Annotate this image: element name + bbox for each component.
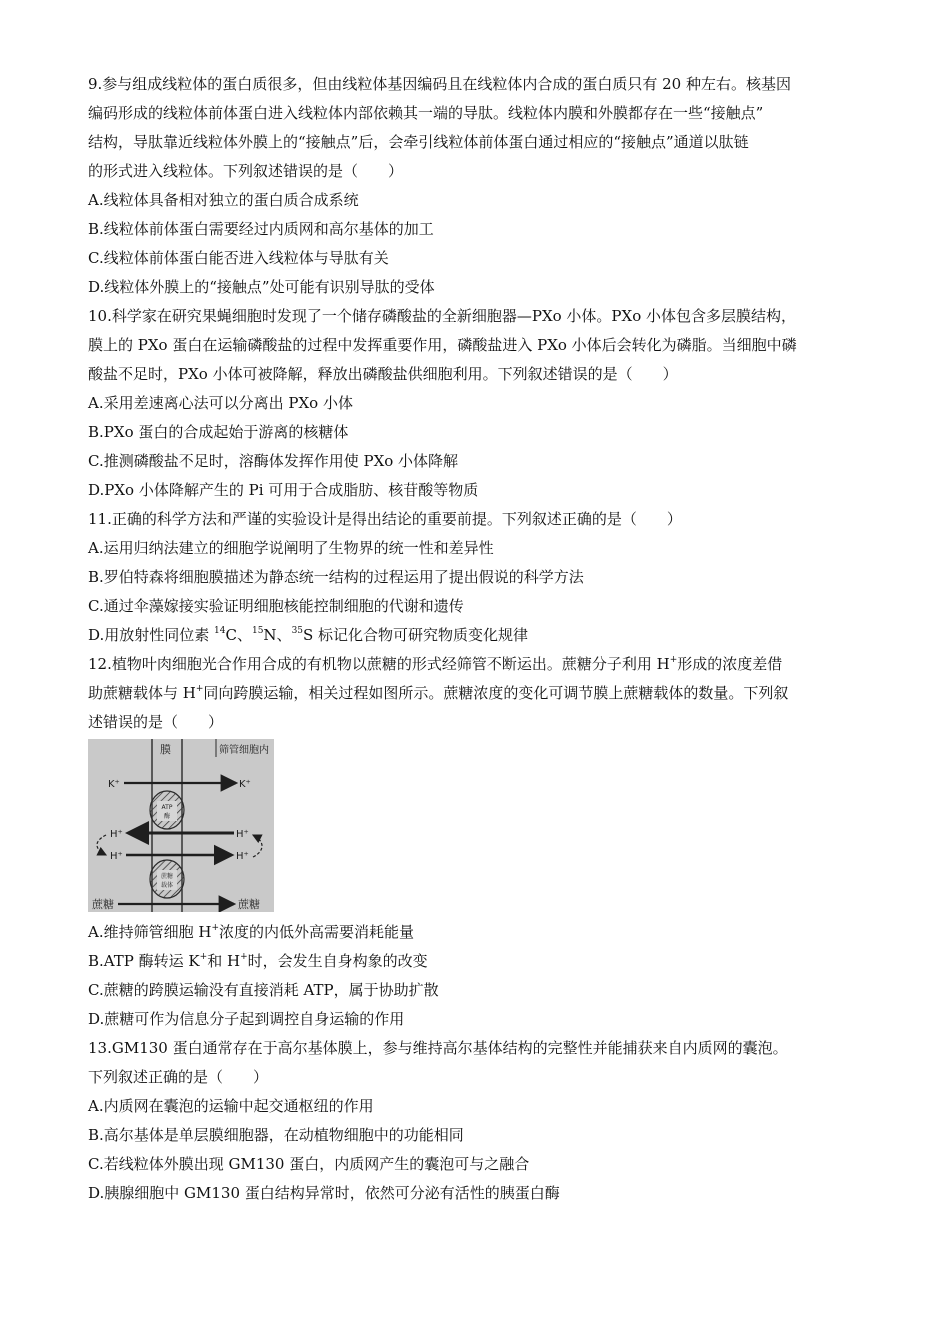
- question-9-option-d: D.线粒体外膜上的“接触点”处可能有识别导肽的受体: [88, 278, 435, 296]
- transport-diagram-svg: [88, 739, 274, 912]
- question-9-stem-line: 9.参与组成线粒体的蛋白质很多，但由线粒体基因编码且在线粒体内合成的蛋白质只有 20 种左右。核基因: [88, 75, 791, 93]
- sucrose-left-label: 蔗糖: [92, 898, 114, 911]
- membrane-label: 膜: [160, 743, 171, 756]
- sucrose-right-label: 蔗糖: [238, 898, 260, 911]
- question-11-option-d: [88, 621, 868, 650]
- question-10-option-c: C.推测磷酸盐不足时，溶酶体发挥作用使 PXo 小体降解: [88, 452, 459, 470]
- question-10-option-d: D.PXo 小体降解产生的 Pi 可用于合成脂肪、核苷酸等物质: [88, 481, 479, 499]
- superscript: +: [195, 684, 204, 694]
- option-text: C、: [225, 626, 252, 644]
- option-text: 浓度的内低外高需要消耗能量: [219, 923, 415, 941]
- question-13-option-b: B.高尔基体是单层膜细胞器，在动植物细胞中的功能相同: [88, 1126, 464, 1144]
- option-text: 时，会发生自身构象的改变: [247, 952, 428, 970]
- h-ion-right-top-label: H⁺: [236, 829, 249, 840]
- option-text: S 标记化合物可研究物质变化规律: [303, 626, 529, 644]
- question-10-stem-line: 10.科学家在研究果蝇细胞时发现了一个储存磷酸盐的全新细胞器—PXo 小体。PXo 小体包含多层膜结构，: [88, 307, 796, 325]
- question-9-stem-line: 的形式进入线粒体。下列叙述错误的是（ ）: [88, 162, 404, 180]
- question-12-stem-line: [88, 650, 868, 679]
- superscript: +: [211, 923, 219, 933]
- question-13: [88, 1034, 868, 1208]
- question-13-option-a: A.内质网在囊泡的运输中起交通枢纽的作用: [88, 1097, 374, 1115]
- h-ion-right-bottom-label: H⁺: [236, 851, 249, 862]
- question-10-stem-line: 膜上的 PXo 蛋白在运输磷酸盐的过程中发挥重要作用，磷酸盐进入 PXo 小体后会转化为磷脂。当细胞中磷: [88, 336, 797, 354]
- h-ion-left-top-label: H⁺: [110, 829, 123, 840]
- superscript: +: [240, 952, 248, 962]
- option-text: N、: [263, 626, 292, 644]
- option-text: D.用放射性同位素: [88, 626, 215, 644]
- stem-text: 形成的浓度差借: [677, 655, 783, 673]
- h-ion-left-bottom-label: H⁺: [110, 851, 123, 862]
- superscript: 15: [251, 626, 264, 636]
- question-12-stem-line: [88, 679, 868, 708]
- question-10-option-a: A.采用差速离心法可以分离出 PXo 小体: [88, 394, 353, 412]
- superscript: +: [669, 655, 678, 665]
- superscript: +: [199, 952, 208, 962]
- question-11: [88, 505, 868, 650]
- question-9-stem-line: 结构，导肽靠近线粒体外膜上的“接触点”后，会牵引线粒体前体蛋白通过相应的“接触点”通道以肽链: [88, 133, 749, 151]
- question-12-option-d: D.蔗糖可作为信息分子起到调控自身运输的作用: [88, 1010, 405, 1028]
- question-13-stem-line: 13.GM130 蛋白通常存在于高尔基体膜上，参与维持高尔基体结构的完整性并能捕获来自内质网的囊泡。: [88, 1039, 788, 1057]
- option-text: 和 H: [207, 952, 241, 970]
- question-10: [88, 302, 868, 505]
- question-11-option-c: C.通过伞藻嫁接实验证明细胞核能控制细胞的代谢和遗传: [88, 597, 464, 615]
- atp-enzyme-label: 酶: [163, 813, 171, 820]
- question-13-stem-line: 下列叙述正确的是（ ）: [88, 1068, 269, 1086]
- inside-label: 筛管细胞内: [219, 745, 269, 756]
- question-10-stem-line: 酸盐不足时，PXo 小体可被降解，释放出磷酸盐供细胞利用。下列叙述错误的是（ ）: [88, 365, 678, 383]
- atp-enzyme-label: ATP: [161, 804, 173, 811]
- option-text: B.ATP 酶转运 K: [88, 952, 200, 970]
- question-9-option-a: A.线粒体具备相对独立的蛋白质合成系统: [88, 191, 359, 209]
- stem-text: 同向跨膜运输，相关过程如图所示。蔗糖浓度的变化可调节膜上蔗糖载体的数量。下列叙: [203, 684, 789, 702]
- question-list: [88, 70, 868, 1208]
- question-9-option-b: B.线粒体前体蛋白需要经过内质网和高尔基体的加工: [88, 220, 434, 238]
- k-ion-left-label: K⁺: [108, 779, 120, 790]
- sucrose-carrier-label: 蔗糖: [160, 873, 174, 880]
- question-9-option-c: C.线粒体前体蛋白能否进入线粒体与导肽有关: [88, 249, 389, 267]
- superscript: 35: [291, 626, 304, 636]
- question-13-option-d: D.胰腺细胞中 GM130 蛋白结构异常时，依然可分泌有活性的胰蛋白酶: [88, 1184, 560, 1202]
- k-ion-right-label: K⁺: [239, 779, 251, 790]
- question-10-option-b: B.PXo 蛋白的合成起始于游离的核糖体: [88, 423, 349, 441]
- question-12-option-a: [88, 918, 868, 947]
- superscript: 14: [214, 626, 226, 636]
- sucrose-carrier-label: 载体: [160, 882, 174, 889]
- question-13-option-c: C.若线粒体外膜出现 GM130 蛋白，内质网产生的囊泡可与之融合: [88, 1155, 530, 1173]
- question-12: [88, 650, 868, 1034]
- question-11-option-a: A.运用归纳法建立的细胞学说阐明了生物界的统一性和差异性: [88, 539, 494, 557]
- stem-text: 助蔗糖载体与 H: [88, 684, 196, 702]
- question-11-option-b: B.罗伯特森将细胞膜描述为静态统一结构的过程运用了提出假说的科学方法: [88, 568, 584, 586]
- question-12-option-c: C.蔗糖的跨膜运输没有直接消耗 ATP，属于协助扩散: [88, 981, 439, 999]
- stem-text: 12.植物叶肉细胞光合作用合成的有机物以蔗糖的形式经筛管不断运出。蔗糖分子利用 H: [88, 655, 670, 673]
- transport-diagram: [88, 739, 274, 912]
- question-12-option-b: [88, 947, 868, 976]
- question-9-stem-line: 编码形成的线粒体前体蛋白进入线粒体内部依赖其一端的导肽。线粒体内膜和外膜都存在一些“接触点”: [88, 104, 764, 122]
- option-text: A.维持筛管细胞 H: [88, 923, 212, 941]
- question-11-stem-line: 11.正确的科学方法和严谨的实验设计是得出结论的重要前提。下列叙述正确的是（ ）: [88, 510, 682, 528]
- question-12-stem-line: 述错误的是（ ）: [88, 713, 224, 731]
- question-9: [88, 70, 868, 302]
